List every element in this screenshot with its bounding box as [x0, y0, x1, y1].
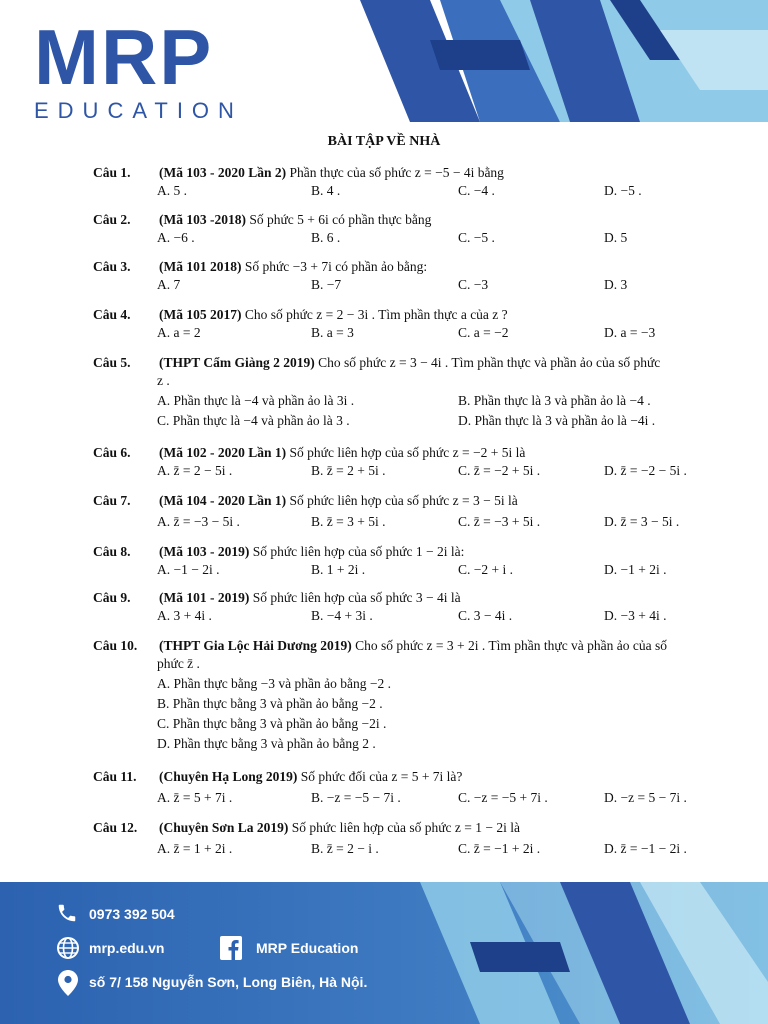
option-c[interactable]: C. −3 — [458, 277, 489, 292]
option-d[interactable]: D. a = −3 — [604, 325, 656, 340]
footer-website[interactable]: mrp.edu.vn — [89, 940, 165, 956]
option-c[interactable]: C. 3 − 4i . — [458, 608, 513, 623]
page-footer — [0, 882, 768, 1024]
option-a[interactable]: A. −1 − 2i . — [157, 562, 220, 577]
option-b[interactable]: B. z̄ = 2 − i . — [311, 841, 379, 856]
option-b[interactable]: B. −z = −5 − 7i . — [311, 790, 401, 805]
question-text-continued: z . — [157, 373, 170, 388]
page-title: BÀI TẬP VỀ NHÀ — [327, 134, 441, 149]
option-c[interactable]: C. z̄ = −2 + 5i . — [458, 463, 541, 478]
globe-icon — [56, 936, 80, 960]
question-text: Số phức liên hợp của số phức z = −2 + 5i là — [286, 445, 526, 460]
footer-address: số 7/ 158 Nguyễn Sơn, Long Biên, Hà Nội. — [89, 974, 368, 990]
option-a[interactable]: A. Phần thực là −4 và phần ảo là 3i . — [157, 393, 355, 408]
option-d[interactable]: D. −1 + 2i . — [604, 562, 667, 577]
question-text: Số phức −3 + 7i có phần ảo bằng: — [241, 259, 428, 274]
question-text: Số phức đối của z = 5 + 7i là? — [297, 769, 463, 784]
question-number: Câu 12. — [93, 820, 138, 835]
option-b[interactable]: B. 1 + 2i . — [311, 562, 366, 577]
logo-subtitle: EDUCATION — [34, 98, 243, 122]
option-c[interactable]: C. −4 . — [458, 183, 495, 198]
question-number: Câu 5. — [93, 355, 131, 370]
question-text: Số phức liên hợp của số phức z = 3 − 5i là — [286, 493, 518, 508]
question-source: (THPT Gia Lộc Hải Dương 2019) — [159, 638, 352, 653]
question-10 — [93, 637, 753, 755]
question-4 — [93, 306, 753, 344]
option-b[interactable]: B. z̄ = 3 + 5i . — [311, 514, 386, 529]
question-number: Câu 8. — [93, 544, 131, 559]
question-text: Số phức liên hợp của số phức 1 − 2i là: — [249, 544, 465, 559]
option-b[interactable]: B. 4 . — [311, 183, 341, 198]
question-number: Câu 3. — [93, 259, 131, 274]
option-d[interactable]: D. Phần thực là 3 và phần ảo là −4i . — [458, 413, 656, 428]
phone-icon — [56, 902, 78, 924]
option-a[interactable]: A. −6 . — [157, 230, 195, 245]
question-1 — [93, 164, 753, 202]
option-b[interactable]: B. a = 3 — [311, 325, 354, 340]
option-b[interactable]: B. Phần thực là 3 và phần ảo là −4 . — [458, 393, 651, 408]
question-9 — [93, 589, 753, 627]
question-number: Câu 11. — [93, 769, 137, 784]
question-number: Câu 10. — [93, 638, 138, 653]
logo — [34, 13, 243, 122]
option-d[interactable]: D. 5 — [604, 230, 628, 245]
question-12 — [93, 819, 753, 860]
option-c[interactable]: C. −z = −5 + 7i . — [458, 790, 548, 805]
question-7 — [93, 492, 753, 533]
option-c[interactable]: C. −2 + i . — [458, 562, 513, 577]
option-d[interactable]: D. Phần thực bằng 3 và phần ảo bằng 2 . — [157, 736, 376, 751]
location-pin-icon — [58, 970, 78, 996]
question-source: (Mã 105 2017) — [159, 307, 242, 322]
option-a[interactable]: A. a = 2 — [157, 325, 201, 340]
question-source: (THPT Cẩm Giàng 2 2019) — [159, 355, 315, 370]
option-c[interactable]: C. a = −2 — [458, 325, 509, 340]
option-b[interactable]: B. −7 — [311, 277, 342, 292]
question-number: Câu 4. — [93, 307, 131, 322]
question-5 — [93, 354, 753, 432]
option-d[interactable]: D. z̄ = 3 − 5i . — [604, 514, 680, 529]
option-a[interactable]: A. z̄ = −3 − 5i . — [157, 514, 240, 529]
question-number: Câu 7. — [93, 493, 131, 508]
worksheet — [0, 122, 768, 882]
question-text: Số phức 5 + 6i có phần thực bằng — [245, 212, 432, 227]
option-a[interactable]: A. 5 . — [157, 183, 187, 198]
question-text: Cho số phức z = 3 − 4i . Tìm phần thực và phần ảo của số phức — [314, 355, 661, 370]
option-c[interactable]: C. −5 . — [458, 230, 495, 245]
question-number: Câu 6. — [93, 445, 131, 460]
question-text: Phần thực của số phức z = −5 − 4i bằng — [286, 165, 504, 180]
question-source: (Mã 102 - 2020 Lần 1) — [159, 445, 287, 460]
question-text-continued: phức z̄ . — [157, 656, 200, 671]
option-d[interactable]: D. −5 . — [604, 183, 642, 198]
question-number: Câu 1. — [93, 165, 131, 180]
question-8 — [93, 543, 753, 581]
question-2 — [93, 211, 753, 249]
question-source: (Mã 104 - 2020 Lần 1) — [159, 493, 287, 508]
option-a[interactable]: A. Phần thực bằng −3 và phần ảo bằng −2 . — [157, 676, 391, 691]
question-source: (Chuyên Hạ Long 2019) — [159, 769, 298, 784]
question-text: Cho số phức z = 3 + 2i . Tìm phần thực và phần ảo của số — [351, 638, 668, 653]
question-source: (Chuyên Sơn La 2019) — [159, 820, 289, 835]
option-c[interactable]: C. z̄ = −1 + 2i . — [458, 841, 541, 856]
option-a[interactable]: A. z̄ = 2 − 5i . — [157, 463, 233, 478]
option-d[interactable]: D. z̄ = −2 − 5i . — [604, 463, 687, 478]
question-text: Số phức liên hợp của số phức z = 1 − 2i là — [288, 820, 520, 835]
question-number: Câu 2. — [93, 212, 131, 227]
option-b[interactable]: B. Phần thực bằng 3 và phần ảo bằng −2 . — [157, 696, 383, 711]
option-a[interactable]: A. 7 — [157, 277, 181, 292]
logo-word: MRP — [34, 13, 214, 101]
option-b[interactable]: B. −4 + 3i . — [311, 608, 373, 623]
option-a[interactable]: A. z̄ = 5 + 7i . — [157, 790, 233, 805]
option-d[interactable]: D. −z = 5 − 7i . — [604, 790, 687, 805]
option-a[interactable]: A. z̄ = 1 + 2i . — [157, 841, 233, 856]
question-3 — [93, 258, 753, 296]
question-source: (Mã 101 - 2019) — [159, 590, 250, 605]
question-source: (Mã 103 - 2020 Lần 2) — [159, 165, 287, 180]
footer-phone[interactable]: 0973 392 504 — [89, 906, 175, 922]
option-b[interactable]: B. 6 . — [311, 230, 341, 245]
page-header — [0, 0, 768, 122]
option-b[interactable]: B. z̄ = 2 + 5i . — [311, 463, 386, 478]
footer-facebook[interactable]: MRP Education — [256, 940, 359, 956]
option-d[interactable]: D. z̄ = −1 − 2i . — [604, 841, 687, 856]
question-11 — [93, 768, 753, 809]
option-d[interactable]: D. 3 — [604, 277, 628, 292]
option-d[interactable]: D. −3 + 4i . — [604, 608, 667, 623]
option-c[interactable]: C. Phần thực là −4 và phần ảo là 3 . — [157, 413, 350, 428]
question-source: (Mã 103 - 2019) — [159, 544, 250, 559]
option-c[interactable]: C. z̄ = −3 + 5i . — [458, 514, 541, 529]
question-source: (Mã 103 -2018) — [159, 212, 246, 227]
question-6 — [93, 444, 753, 482]
option-a[interactable]: A. 3 + 4i . — [157, 608, 212, 623]
facebook-icon — [220, 936, 242, 960]
question-text: Cho số phức z = 2 − 3i . Tìm phần thực a của z ? — [241, 307, 508, 322]
question-source: (Mã 101 2018) — [159, 259, 242, 274]
option-c[interactable]: C. Phần thực bằng 3 và phần ảo bằng −2i . — [157, 716, 387, 731]
question-text: Số phức liên hợp của số phức 3 − 4i là — [249, 590, 461, 605]
question-number: Câu 9. — [93, 590, 131, 605]
